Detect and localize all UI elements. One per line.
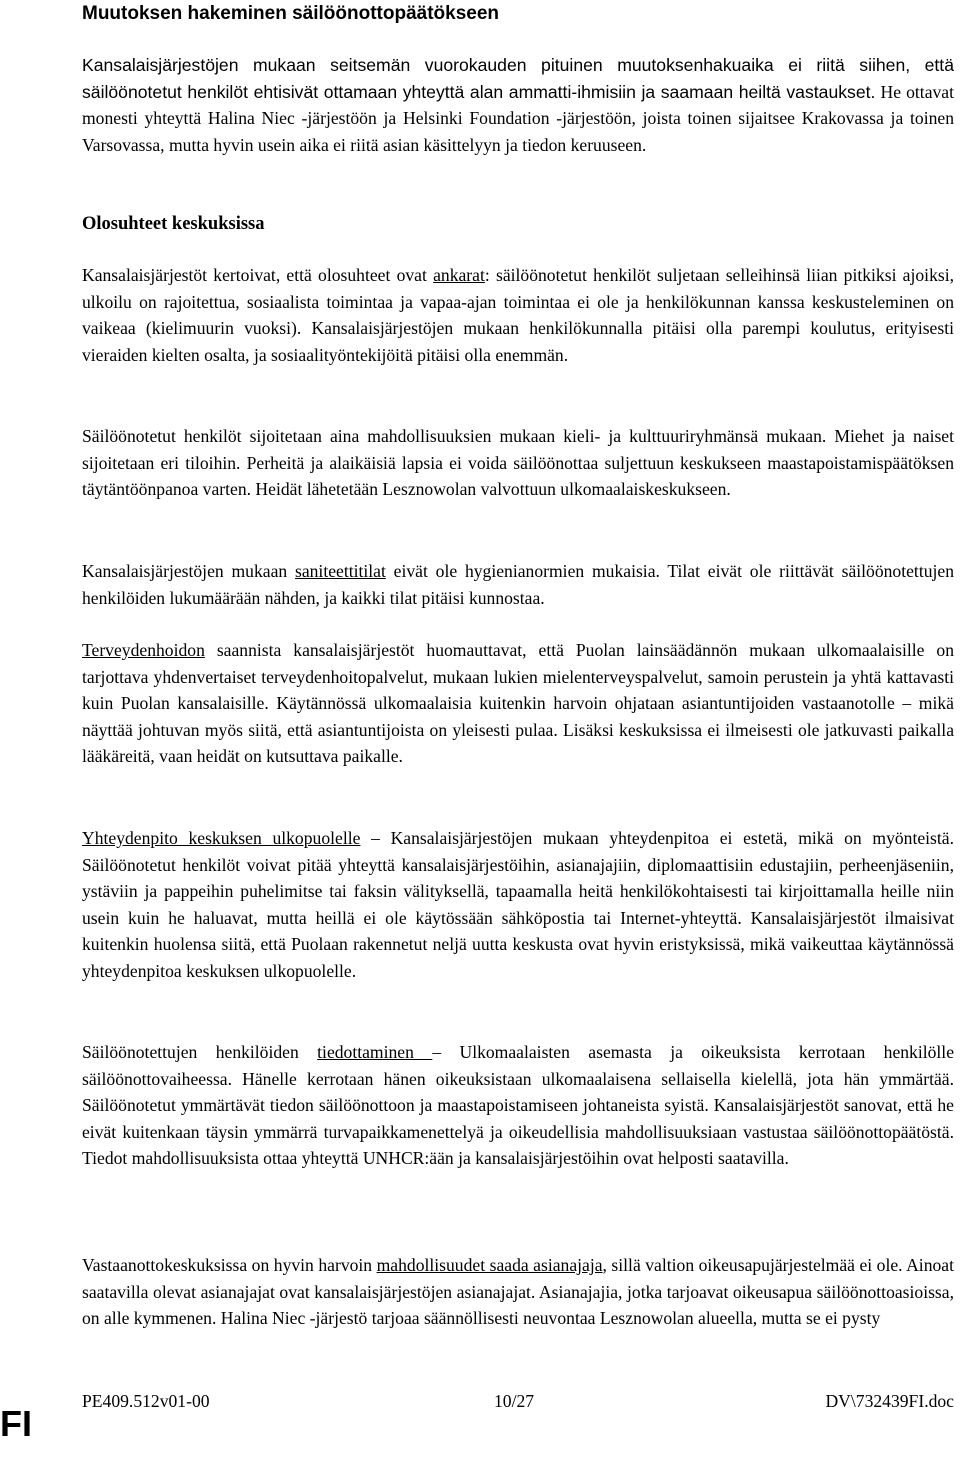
section-heading-appeal: Muutoksen hakeminen säilöönottopäätökseen [82, 3, 500, 24]
paragraph-information [82, 1039, 954, 1172]
paragraph-legal-aid-text-a: Vastaanottokeskuksissa on hyvin harvoin [82, 1255, 377, 1275]
paragraph-sanitary-text-b: eivät ole hygienianormien mukaisia. Tilat eivät ole riittävät säilöönotettujen henkilöiden lukumäärään nähden, ja kaikki tilat pitäisi kunnostaa. [82, 561, 954, 608]
paragraph-legal-aid-text-b: , sillä valtion oikeusapujärjestelmää ei ole. Ainoat saatavilla olevat asianajajat ovat kansalaisjärjestöjen asianajajat. Asianajajia, jotka tarjoavat oikeusapua säilöönottoasioissa, on alle kymmenen. Halina Niec -järjestö tarjoaa säännöllisesti neuvontaa Lesznowolan alueella, mutta se ei pysty [82, 1255, 954, 1328]
underlined-term-tiedottaminen: tiedottaminen [317, 1042, 433, 1062]
paragraph-healthcare [82, 637, 954, 770]
language-code: FI [0, 1403, 32, 1444]
paragraph-appeal [82, 52, 954, 158]
paragraph-conditions-text-b: : säilöönotetut henkilöt suljetaan selleihinsä liian pitkiksi ajoiksi, ulkoilu on rajoitettua, sosiaalista toimintaa ja vapaa-ajan toimintaa ei ole ja henkilökunnan kanssa keskusteleminen on vaikeaa (kielimuurin vuoksi). Kansalaisjärjestöjen mukaan henkilökunnalla pitäisi olla parempi koulutus, erityisesti vieraiden kielten osalta, ja sosiaalityöntekijöitä pitäisi olla enemmän. [82, 265, 954, 365]
paragraph-sanitary-text-a: Kansalaisjärjestöjen mukaan [82, 561, 295, 581]
underlined-term-asianajaja: mahdollisuudet saada asianajaja [376, 1255, 603, 1275]
paragraph-appeal-serif-text: He ottavat monesti yhteyttä Halina Niec -järjestöön ja Helsinki Foundation -järjestöön, joista toinen sijaitsee Krakovassa ja toinen Varsovassa, mutta hyvin usein aika ei riitä asian käsittelyyn ja tiedon keruuseen. [82, 81, 954, 155]
paragraph-contact [82, 825, 954, 984]
underlined-term-saniteettitilat: saniteettitilat [294, 561, 386, 581]
footer-page-number: 10/27 [494, 1391, 535, 1411]
paragraph-legal-aid [82, 1252, 954, 1332]
paragraph-sanitary [82, 558, 954, 611]
section-heading-conditions: Olosuhteet keskuksissa [82, 214, 265, 234]
paragraph-appeal-sans-text: Kansalaisjärjestöjen mukaan seitsemän vuorokauden pituinen muutoksenhakuaika ei riitä siihen, että säilöönotetut henkilöt ehtisivät ottamaan yhteyttä alan ammatti-ihmisiin ja saamaan heiltä vastaukset. [82, 55, 954, 102]
paragraph-placement: Säilöönotetut henkilöt sijoitetaan aina mahdollisuuksien mukaan kieli- ja kulttuuriryhmänsä mukaan. Miehet ja naiset sijoitetaan eri tiloihin. Perheitä ja alaikäisiä lapsia ei voida säilöönottaa suljettuun keskukseen maastapoistamispäätöksen täytäntöönpanoa varten. Heidät lähetetään Lesznowolan valvottuun ulkomaalaiskeskukseen. [82, 426, 954, 499]
underlined-term-ankarat: ankarat [433, 265, 485, 285]
underlined-term-yhteydenpito: Yhteydenpito keskuksen ulkopuolelle [82, 828, 361, 848]
paragraph-conditions [82, 262, 954, 368]
paragraph-information-text-a: Säilöönotettujen henkilöiden [82, 1042, 318, 1062]
footer-doc-ref: PE409.512v01-00 [82, 1391, 210, 1411]
paragraph-healthcare-text: saannista kansalaisjärjestöt huomauttavat, että Puolan lainsäädännön mukaan ulkomaalaisille on tarjottava yhdenvertaiset terveydenhoitopalvelut, mukaan lukien mielenterveyspalvelut, samoin perustein ja yhtä kattavasti kuin Puolan kansalaisille. Käytännössä ulkomaalaisia kuitenkin harvoin ohjataan asiantuntijoiden vastaanotolle – mikä näyttää johtuvan myös siitä, että asiantuntijoista on yleisesti pulaa. Lisäksi keskuksissa ei ilmeisesti ole jatkuvasti paikalla lääkäreitä, vaan heidät on kutsuttava paikalle. [82, 640, 954, 766]
paragraph-conditions-text-a: Kansalaisjärjestöt kertoivat, että olosuhteet ovat [82, 265, 434, 285]
footer-file-name: DV\732439FI.doc [825, 1391, 954, 1411]
paragraph-information-text-b: – Ulkomaalaisten asemasta ja oikeuksista kerrotaan henkilölle säilöönottovaiheessa. Hänelle kerrotaan hänen oikeuksistaan ulkomaalaisena sellaisella kielellä, jota hän ymmärtää. Säilöönotetut ymmärtävät tiedon säilöönottoon ja maastapoistamiseen johtaneista syistä. Kansalaisjärjestöt sanovat, että he eivät kuitenkaan täysin ymmärrä turvapaikkamenettelyä ja oikeudellisia mahdollisuuksiaan vastustaa säilöönottopäätöstä. Tiedot mahdollisuuksista ottaa yhteyttä UNHCR:ään ja kansalaisjärjestöihin ovat helposti saatavilla. [82, 1042, 955, 1168]
paragraph-contact-text: – Kansalaisjärjestöjen mukaan yhteydenpitoa ei estetä, mikä on myönteistä. Säilöönotetut henkilöt voivat pitää yhteyttä kansalaisjärjestöihin, asianajajiin, diplomaattisiin edustajiin, perheenjäseniin, ystäviin ja pappeihin puhelimitse tai faksin välityksellä, tapaamalla heitä henkilökohtaisesti tai kirjoittamalla heille niin usein kuin he haluavat, mutta heillä ei ole käytössään sähköpostia tai Internet-yhteyttä. Kansalaisjärjestöt ilmaisivat kuitenkin huolensa siitä, että Puolaan rakennetut neljä uutta keskusta ovat hyvin eristyksissä, mikä vaikeuttaa käytännössä yhteydenpitoa keskuksen ulkopuolelle. [82, 828, 954, 981]
underlined-term-terveydenhoidon: Terveydenhoidon [82, 640, 205, 660]
